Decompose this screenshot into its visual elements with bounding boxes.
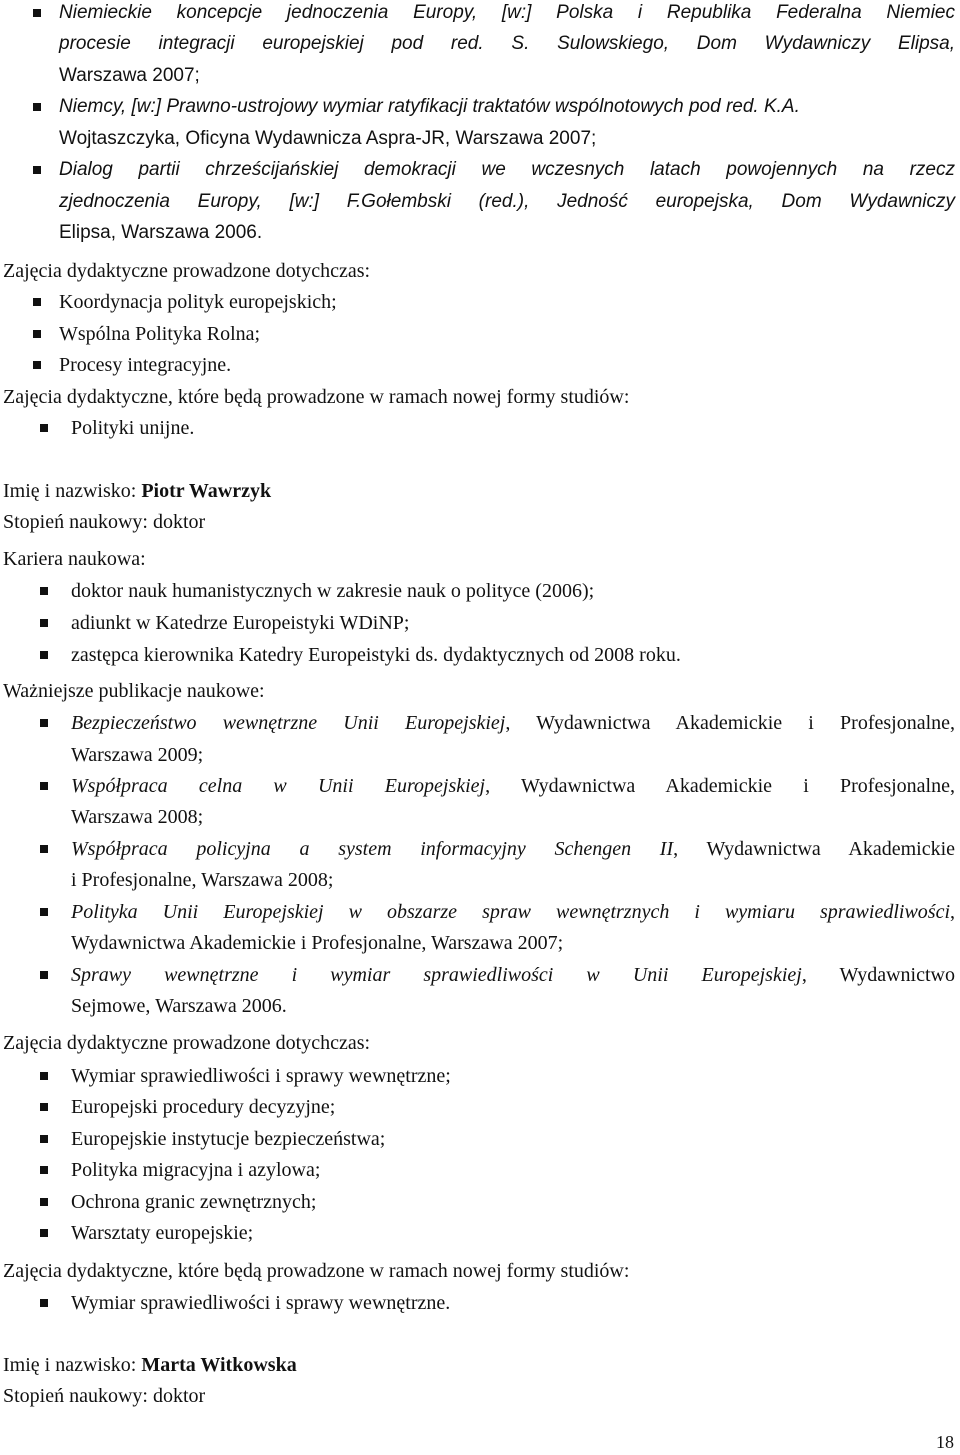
person-name xyxy=(0,476,960,506)
name-value: Marta Witkowska xyxy=(141,1354,297,1376)
academic-degree: Stopień naukowy: doktor xyxy=(3,511,206,533)
bullet-icon xyxy=(40,845,48,853)
list-item-continuation xyxy=(0,187,960,217)
list-item: Wymiar sprawiedliwości i sprawy wewnętrzne; xyxy=(0,1061,960,1091)
bullet-icon xyxy=(40,719,48,727)
future-courses-heading: Zajęcia dydaktyczne, które będą prowadzone w ramach nowej formy studiów: xyxy=(3,1260,630,1282)
bullet-icon xyxy=(40,1103,48,1111)
publication-title: Współpraca policyjna a system informacyjny Schengen II xyxy=(71,838,674,860)
list-item: Europejski procedury decyzyjne; xyxy=(0,1092,960,1122)
future-courses-heading: Zajęcia dydaktyczne, które będą prowadzone w ramach nowej formy studiów: xyxy=(3,386,630,408)
list-item-continuation: Sejmowe, Warszawa 2006. xyxy=(71,995,287,1017)
list-item: doktor nauk humanistycznych w zakresie nauk o polityce (2006); xyxy=(0,576,960,606)
bullet-icon xyxy=(40,651,48,659)
publication-line: Dialog partii chrześcijańskiej demokracji we wczesnych latach powojennych na rzecz xyxy=(59,159,955,180)
name-label: Imię i nazwisko: xyxy=(3,1354,142,1376)
list-item xyxy=(0,92,960,122)
career-heading: Kariera naukowa: xyxy=(3,548,146,570)
bullet-icon xyxy=(40,619,48,627)
list-item-continuation xyxy=(0,124,960,154)
list-item: Współpraca celna w Unii Europejskiej, Wydawnictwa Akademickie i Profesjonalne, xyxy=(0,771,960,801)
list-item-continuation xyxy=(0,61,960,91)
person-name xyxy=(0,1350,960,1380)
publication-line: zjednoczenia Europy, [w:] F.Gołembski (red.), Jedność europejska, Dom Wydawniczy xyxy=(59,191,955,212)
bullet-icon xyxy=(40,1229,48,1237)
bullet-icon xyxy=(40,908,48,916)
list-item-continuation xyxy=(0,218,960,248)
page-number: 18 xyxy=(936,1432,954,1452)
name-value: Piotr Wawrzyk xyxy=(141,480,272,502)
list-item: Europejskie instytucje bezpieczeństwa; xyxy=(0,1124,960,1154)
list-item: Warsztaty europejskie; xyxy=(0,1218,960,1248)
list-item-continuation: Warszawa 2009; xyxy=(71,744,204,766)
name-label: Imię i nazwisko: xyxy=(3,480,142,502)
list-item xyxy=(0,155,960,185)
list-item: Bezpieczeństwo wewnętrzne Unii Europejskiej, Wydawnictwa Akademickie i Profesjonalne, xyxy=(0,708,960,738)
list-item: Wymiar sprawiedliwości i sprawy wewnętrzne. xyxy=(0,1288,960,1318)
bullet-icon xyxy=(33,298,41,306)
list-item-continuation xyxy=(0,29,960,59)
list-item-continuation: Warszawa 2008; xyxy=(71,806,204,828)
courses-heading: Zajęcia dydaktyczne prowadzone dotychczas: xyxy=(3,260,371,282)
bullet-icon xyxy=(40,1135,48,1143)
bullet-icon xyxy=(33,103,41,111)
bullet-icon xyxy=(33,330,41,338)
publication-line: Wojtaszczyka, Oficyna Wydawnicza Aspra-JR, Warszawa 2007; xyxy=(59,128,597,149)
bullet-icon xyxy=(40,424,48,432)
list-item-continuation: Wydawnictwa Akademickie i Profesjonalne, Warszawa 2007; xyxy=(71,932,564,954)
list-item: Ochrona granic zewnętrznych; xyxy=(0,1187,960,1217)
publications-heading: Ważniejsze publikacje naukowe: xyxy=(3,680,265,702)
list-item: adiunkt w Katedrze Europeistyki WDiNP; xyxy=(0,608,960,638)
bullet-icon xyxy=(40,1072,48,1080)
publication-title: Współpraca celna w Unii Europejskiej xyxy=(71,775,486,797)
bullet-icon xyxy=(40,587,48,595)
bullet-icon xyxy=(40,782,48,790)
courses-heading: Zajęcia dydaktyczne prowadzone dotychczas: xyxy=(3,1032,371,1054)
publication-line: Niemieckie koncepcje jednoczenia Europy, [w:] Polska i Republika Federalna Niemiec xyxy=(59,2,955,23)
list-item: Sprawy wewnętrzne i wymiar sprawiedliwości w Unii Europejskiej, Wydawnictwo xyxy=(0,960,960,990)
bullet-icon xyxy=(40,1198,48,1206)
bullet-icon xyxy=(40,971,48,979)
publication-title: Polityka Unii Europejskiej w obszarze spraw wewnętrznych i wymiaru sprawiedliwości xyxy=(71,901,950,923)
bullet-icon xyxy=(40,1166,48,1174)
list-item: Polityka migracyjna i azylowa; xyxy=(0,1155,960,1185)
list-item: Wspólna Polityka Rolna; xyxy=(0,319,960,349)
bullet-icon xyxy=(40,1299,48,1307)
publication-line: Warszawa 2007; xyxy=(59,65,200,86)
list-item: Polityki unijne. xyxy=(0,413,960,443)
bullet-icon xyxy=(33,361,41,369)
bullet-icon xyxy=(33,9,41,17)
list-item: Polityka Unii Europejskiej w obszarze spraw wewnętrznych i wymiaru sprawiedliwości, xyxy=(0,897,960,927)
publication-line: Elipsa, Warszawa 2006. xyxy=(59,222,263,243)
list-item xyxy=(0,0,960,28)
list-item-continuation: i Profesjonalne, Warszawa 2008; xyxy=(71,869,334,891)
list-item: Współpraca policyjna a system informacyjny Schengen II, Wydawnictwa Akademickie xyxy=(0,834,960,864)
publication-line: procesie integracji europejskiej pod red. S. Sulowskiego, Dom Wydawniczy Elipsa, xyxy=(59,33,955,54)
publication-title: Sprawy wewnętrzne i wymiar sprawiedliwości w Unii Europejskiej xyxy=(71,964,802,986)
bullet-icon xyxy=(33,166,41,174)
list-item: Procesy integracyjne. xyxy=(0,350,960,380)
list-item: Koordynacja polityk europejskich; xyxy=(0,287,960,317)
academic-degree: Stopień naukowy: doktor xyxy=(3,1385,206,1407)
publication-line: Niemcy, [w:] Prawno-ustrojowy wymiar ratyfikacji traktatów wspólnotowych pod red. K.A. xyxy=(59,96,800,117)
publication-title: Bezpieczeństwo wewnętrzne Unii Europejskiej xyxy=(71,712,506,734)
list-item: zastępca kierownika Katedry Europeistyki ds. dydaktycznych od 2008 roku. xyxy=(0,640,960,670)
